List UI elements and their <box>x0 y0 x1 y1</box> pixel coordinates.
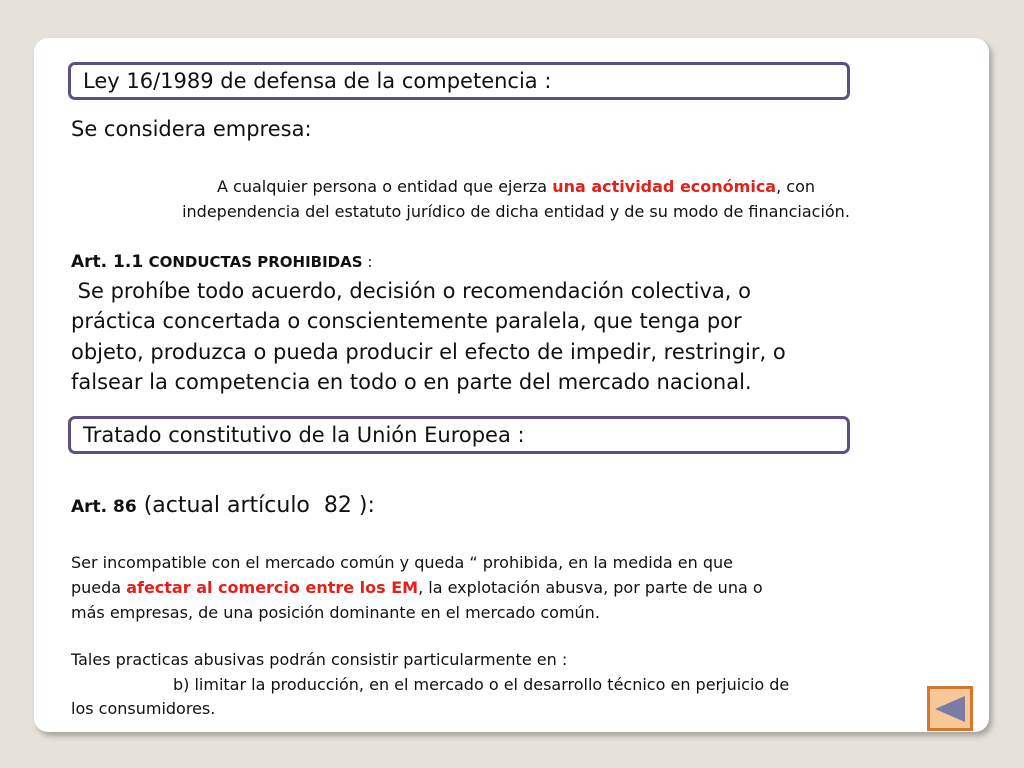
art-86-line-1: Ser incompatible con el mercado común y queda “ prohibida, en la medida en que <box>71 553 733 572</box>
art-86-note: (actual artículo 82 ): <box>136 493 375 518</box>
ley-header-text: Ley 16/1989 de defensa de la competencia : <box>83 69 552 93</box>
back-button[interactable] <box>927 686 973 731</box>
art-86-line-2-post: , la explotación abusva, por parte de una o <box>418 578 763 597</box>
art-1-title: CONDUCTAS PROHIBIDAS <box>148 253 363 271</box>
art-86-line-6: los consumidores. <box>71 699 216 718</box>
art-1-text-line-1: Se prohíbe todo acuerdo, decisión o recomendación colectiva, o <box>71 279 751 303</box>
tratado-header-text: Tratado constitutivo de la Unión Europea : <box>83 423 525 447</box>
afectar-comercio-highlight: afectar al comercio entre los EM <box>126 578 419 597</box>
art-86-line-4: Tales practicas abusivas podrán consistir particularmente en : <box>71 650 568 669</box>
empresa-definition-line-2: independencia del estatuto jurídico de dicha entidad y de su modo de financiación. <box>182 202 850 221</box>
art-1-colon: : <box>362 253 373 271</box>
definition-text: A cualquier persona o entidad que ejerza <box>216 177 553 196</box>
art-86-line-3: más empresas, de una posición dominante en el mercado común. <box>71 603 600 622</box>
art-86-line-5: b) limitar la producción, en el mercado o el desarrollo técnico en perjuicio de <box>173 675 790 694</box>
art-1-text-line-2: práctica concertada o conscientemente paralela, que tenga por <box>71 309 742 333</box>
art-1-text-line-4: falsear la competencia en todo o en parte del mercado nacional. <box>71 370 752 394</box>
art-1-text-line-3: objeto, produzca o pueda producir el efecto de impedir, restringir, o <box>71 340 786 364</box>
back-triangle-icon <box>932 694 968 724</box>
empresa-heading: Se considera empresa: <box>71 117 312 141</box>
actividad-economica-highlight: una actividad económica <box>552 177 777 196</box>
art-1-number: Art. 1.1 <box>71 252 144 272</box>
art-86-line-2-pre: pueda <box>71 578 127 597</box>
tratado-header-box <box>68 416 850 454</box>
empresa-definition-line-1 <box>74 177 958 196</box>
art-86-heading <box>71 493 375 518</box>
art-86-line-2 <box>71 578 763 597</box>
ley-header-box <box>68 62 850 100</box>
definition-text-end: , con <box>776 177 816 196</box>
art-86-number: Art. 86 <box>71 497 137 517</box>
art-1-heading <box>71 252 372 272</box>
